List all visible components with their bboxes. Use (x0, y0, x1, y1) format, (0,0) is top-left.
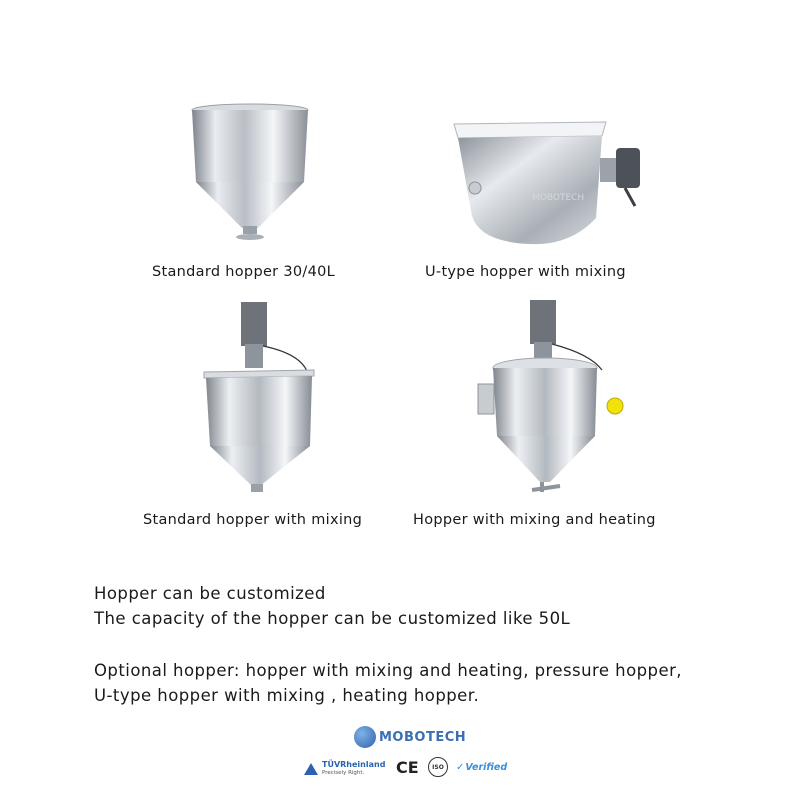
verified-check-icon: ✓ (456, 762, 465, 773)
brand-logo (354, 726, 466, 748)
iso-badge (428, 757, 448, 777)
iso-label: ISO (432, 763, 444, 771)
brand-logo-icon (354, 726, 376, 748)
tuv-name: TÜVRheinland (322, 760, 386, 769)
product-caption-mixing: Standard hopper with mixing (143, 512, 363, 528)
tuv-badge (304, 760, 385, 778)
product-caption-u-type: U-type hopper with mixing (425, 264, 626, 280)
product-caption-heating: Hopper with mixing and heating (413, 512, 656, 528)
body-line-3: Optional hopper: hopper with mixing and heating, pressure hopper, (94, 661, 682, 680)
watermark-text: MOBOTECH (532, 193, 585, 203)
body-line-4: U-type hopper with mixing , heating hopper. (94, 686, 480, 705)
brand-name: MOBOTECH (379, 729, 467, 745)
body-line-2: The capacity of the hopper can be customized like 50L (94, 609, 571, 628)
tuv-tagline: Precisely Right. (322, 770, 365, 776)
product-caption-standard: Standard hopper 30/40L (152, 264, 335, 280)
verified-badge (456, 762, 507, 773)
tuv-triangle-icon (304, 763, 318, 775)
u-type-hopper-image (450, 118, 660, 250)
ce-mark: CE (396, 758, 419, 777)
heating-hopper-image (470, 296, 635, 506)
verified-label: Verified (465, 762, 508, 773)
mixing-hopper-image (198, 296, 328, 496)
standard-hopper-image (180, 100, 320, 250)
body-line-1: Hopper can be customized (94, 584, 326, 603)
